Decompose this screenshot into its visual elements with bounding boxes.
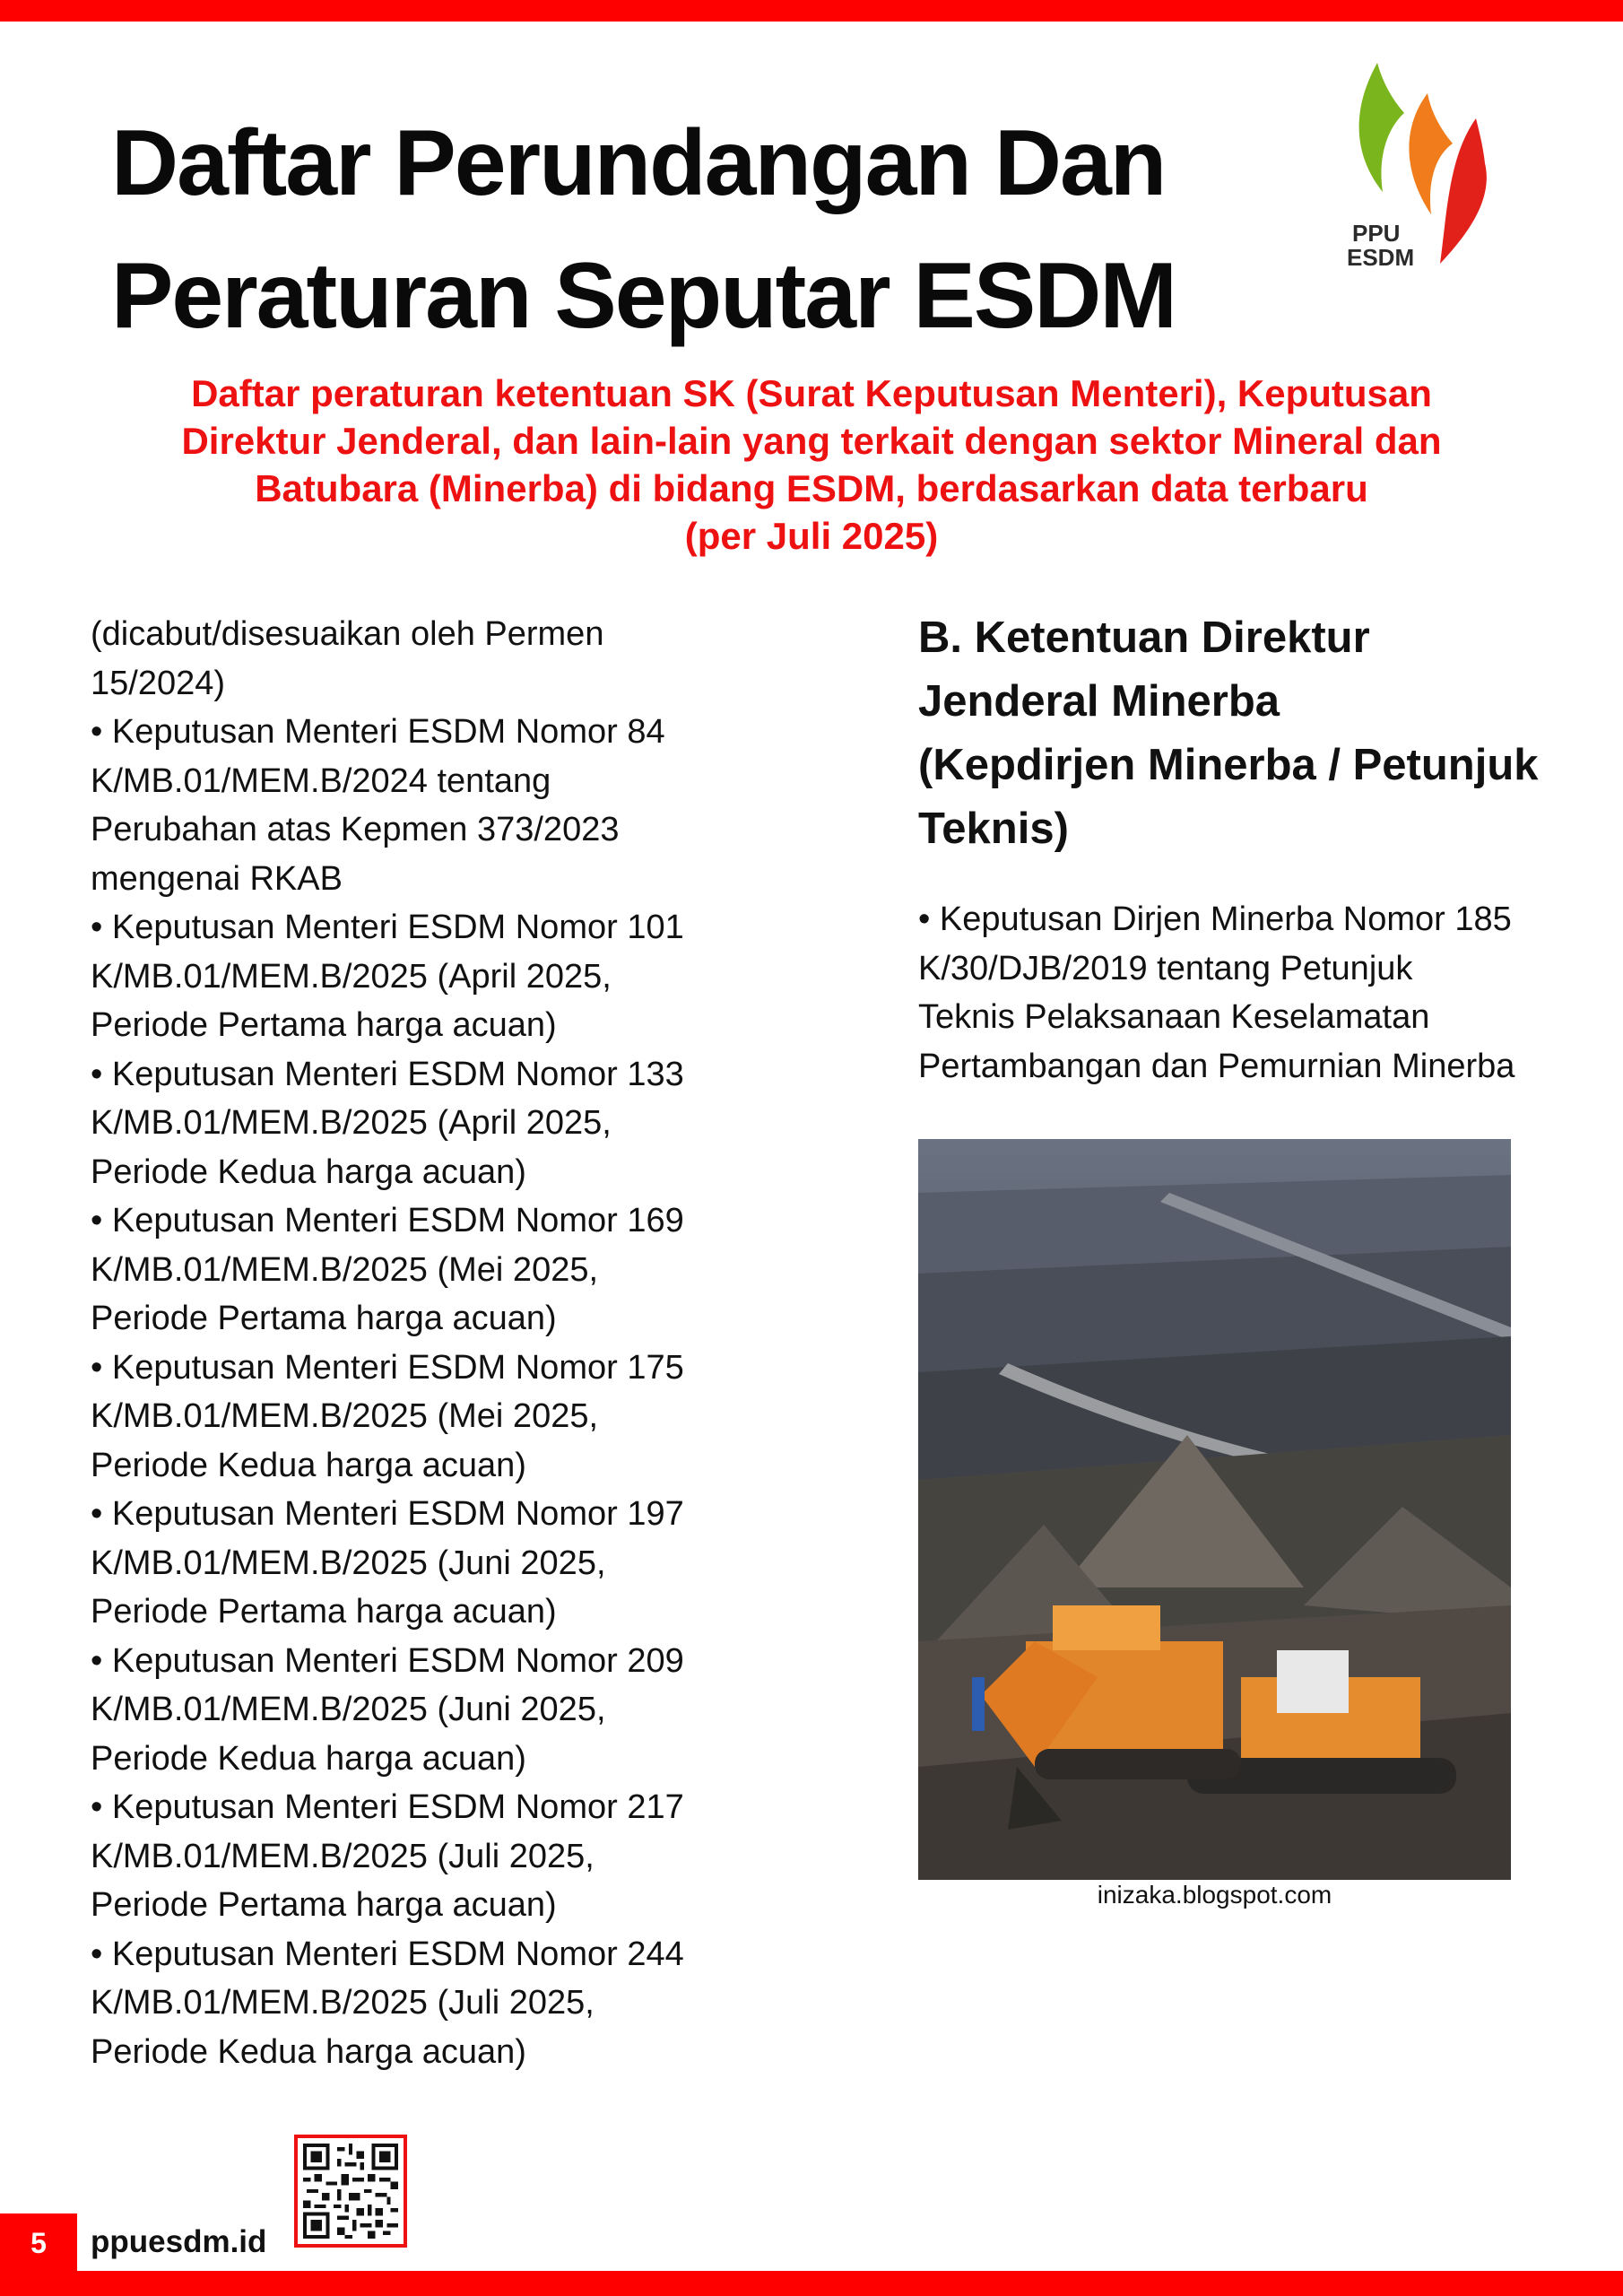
mining-excavator-photo xyxy=(918,1139,1511,1880)
section-heading-line: Jenderal Minerba xyxy=(918,677,1280,726)
subtitle-line-3: Batubara (Minerba) di bidang ESDM, berdasarkan data terbaru xyxy=(255,467,1368,509)
list-line: K/MB.01/MEM.B/2025 (Juni 2025, xyxy=(91,1691,606,1728)
list-line: K/MB.01/MEM.B/2025 (Mei 2025, xyxy=(91,1397,599,1435)
list-line: • Keputusan Menteri ESDM Nomor 169 xyxy=(91,1202,684,1239)
section-heading-line: (Kepdirjen Minerba / Petunjuk xyxy=(918,741,1539,789)
image-caption: inizaka.blogspot.com xyxy=(1097,1881,1332,1909)
ppu-esdm-logo xyxy=(1341,57,1503,282)
list-line: • Keputusan Menteri ESDM Nomor 197 xyxy=(91,1495,684,1533)
subtitle xyxy=(90,370,1533,560)
list-line: K/MB.01/MEM.B/2025 (Juli 2025, xyxy=(91,1984,595,2022)
list-line: • Keputusan Menteri ESDM Nomor 133 xyxy=(91,1055,684,1093)
list-line: • Keputusan Menteri ESDM Nomor 209 xyxy=(91,1641,684,1680)
list-line: Perubahan atas Kepmen 373/2023 xyxy=(91,811,620,848)
list-line: K/MB.01/MEM.B/2025 (April 2025, xyxy=(91,1104,612,1142)
subtitle-line-2: Direktur Jenderal, dan lain-lain yang terkait dengan sektor Mineral dan xyxy=(181,420,1442,462)
list-line: Periode Pertama harga acuan) xyxy=(91,1300,557,1337)
site-link[interactable]: ppuesdm.id xyxy=(91,2224,267,2259)
svg-text:ESDM: ESDM xyxy=(1347,244,1415,271)
section-heading-line: Teknis) xyxy=(918,804,1069,853)
page-title-line-2: Peraturan Seputar ESDM xyxy=(111,244,1176,348)
list-line: • Keputusan Menteri ESDM Nomor 101 xyxy=(91,909,684,946)
list-line: Pertambangan dan Pemurnian Minerba xyxy=(918,1047,1515,1085)
bottom-accent-bar xyxy=(0,2271,1623,2296)
list-line: Periode Pertama harga acuan) xyxy=(91,1886,557,1924)
section-b-list xyxy=(918,895,1600,1091)
list-line: • Keputusan Menteri ESDM Nomor 84 xyxy=(91,713,665,751)
page-title-line-1: Daftar Perundangan Dan xyxy=(111,111,1166,215)
list-line: • Keputusan Menteri ESDM Nomor 244 xyxy=(91,1935,684,1973)
page-number: 5 xyxy=(0,2213,77,2273)
list-line: Teknis Pelaksanaan Keselamatan xyxy=(918,998,1430,1036)
list-line: Periode Kedua harga acuan) xyxy=(91,2032,526,2071)
list-line: K/MB.01/MEM.B/2024 tentang xyxy=(91,761,551,800)
list-line: K/30/DJB/2019 tentang Petunjuk xyxy=(918,949,1413,987)
regulation-list-left xyxy=(91,610,736,2076)
list-line: (dicabut/disesuaikan oleh Permen xyxy=(91,615,604,653)
page-title xyxy=(111,97,1277,362)
list-line: • Keputusan Menteri ESDM Nomor 175 xyxy=(91,1348,684,1387)
subtitle-line-1: Daftar peraturan ketentuan SK (Surat Keputusan Menteri), Keputusan xyxy=(191,372,1432,414)
list-line: • Keputusan Dirjen Minerba Nomor 185 xyxy=(918,900,1512,938)
list-line: Periode Kedua harga acuan) xyxy=(91,1446,526,1484)
subtitle-line-4: (per Juli 2025) xyxy=(684,515,939,557)
list-line: K/MB.01/MEM.B/2025 (April 2025, xyxy=(91,957,612,996)
list-line: K/MB.01/MEM.B/2025 (Mei 2025, xyxy=(91,1250,599,1289)
qr-code[interactable] xyxy=(294,2135,407,2248)
top-accent-bar xyxy=(0,0,1623,22)
list-line: 15/2024) xyxy=(91,664,226,702)
list-line: K/MB.01/MEM.B/2025 (Juni 2025, xyxy=(91,1544,606,1582)
list-line: K/MB.01/MEM.B/2025 (Juli 2025, xyxy=(91,1837,595,1875)
list-line: Periode Kedua harga acuan) xyxy=(91,1152,526,1191)
list-line: Periode Pertama harga acuan) xyxy=(91,1593,557,1631)
list-line: mengenai RKAB xyxy=(91,859,343,898)
list-line: Periode Pertama harga acuan) xyxy=(91,1006,557,1044)
section-b-heading xyxy=(918,606,1600,861)
list-line: Periode Kedua harga acuan) xyxy=(91,1739,526,1778)
svg-text:PPU: PPU xyxy=(1352,220,1401,247)
section-heading-line: B. Ketentuan Direktur xyxy=(918,613,1370,662)
list-line: • Keputusan Menteri ESDM Nomor 217 xyxy=(91,1788,684,1826)
